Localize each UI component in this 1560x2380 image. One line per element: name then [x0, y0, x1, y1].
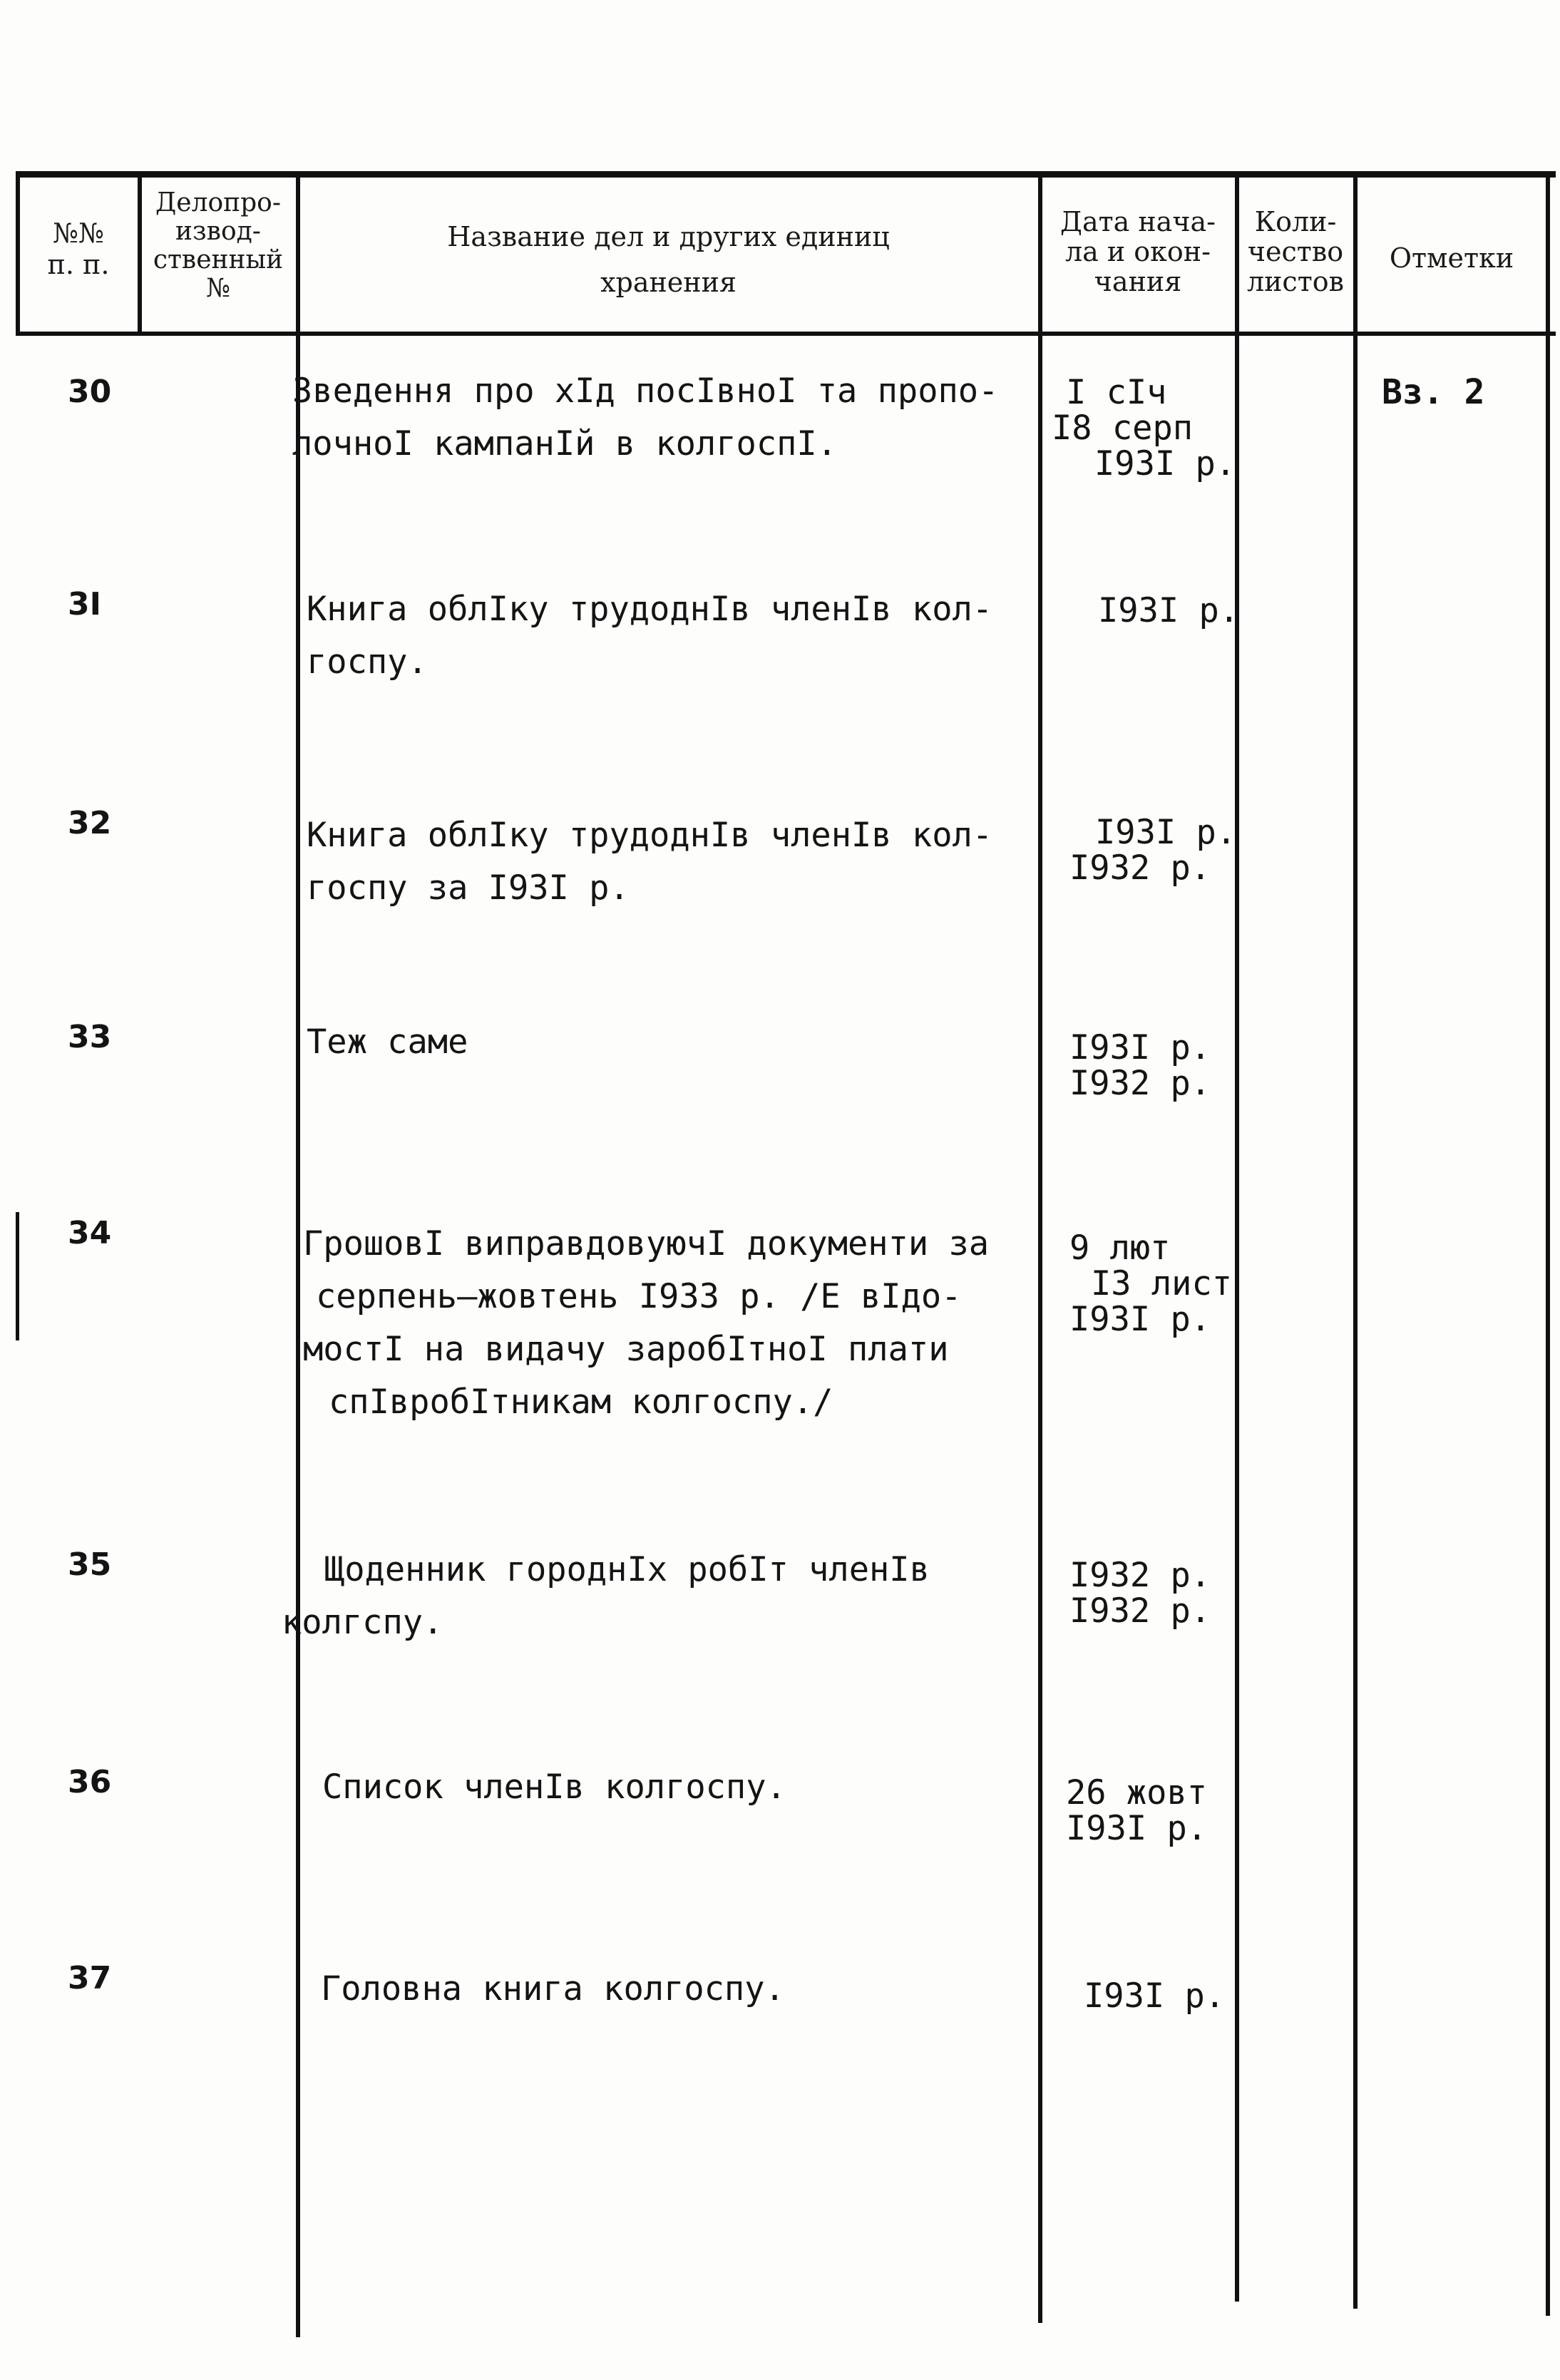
header-number-line: п. п. — [47, 249, 110, 280]
row-date-line: І8 серп — [1052, 409, 1194, 448]
row-title — [292, 365, 998, 471]
row-date — [1069, 1558, 1211, 1629]
row-date — [1084, 1976, 1226, 2016]
row-date — [1069, 1030, 1211, 1102]
row-number: 3І — [68, 586, 101, 622]
row-number: 34 — [68, 1215, 112, 1251]
header-count-line: листов — [1246, 266, 1345, 297]
row-title-line: Список членІв колгоспу. — [322, 1768, 786, 1807]
column-rule — [1235, 177, 1239, 2302]
row-date-line: І932 р. — [1069, 1591, 1211, 1631]
row-number: 32 — [68, 805, 112, 841]
header-date-line: ла и окон- — [1065, 236, 1211, 267]
table-top-rule — [16, 171, 1556, 178]
row-title — [282, 1544, 930, 1649]
row-title — [307, 1016, 468, 1069]
row-date-line: І93І р. — [1098, 591, 1240, 630]
header-number-line: №№ — [53, 217, 104, 249]
row-title — [303, 1218, 989, 1429]
row-date-line: 9 лют — [1069, 1229, 1171, 1268]
row-date-line: І93І р. — [1066, 1809, 1208, 1848]
row-date-line: І93І р. — [1094, 444, 1236, 483]
row-number: 30 — [68, 374, 112, 410]
header-note: Отметки — [1389, 242, 1514, 274]
column-rule — [138, 177, 142, 334]
row-date-line: 26 жовт — [1066, 1773, 1208, 1812]
header-title-line: Название дел и других единиц — [447, 221, 890, 252]
left-edge-rule — [16, 1212, 19, 1340]
row-title-line: госпу. — [307, 642, 428, 682]
header-delopro-line: Делопро- — [155, 188, 281, 217]
header-date-line: Дата нача- — [1060, 206, 1216, 237]
header-number — [21, 217, 135, 280]
row-title-line: госпу за І93І р. — [307, 868, 630, 908]
row-date-line: І932 р. — [1069, 848, 1211, 888]
header-count-line: чество — [1247, 236, 1344, 267]
header-delopro-line: ственный — [153, 245, 284, 275]
row-title-line: Книга облІку трудоднІв членІв кол- — [307, 590, 993, 629]
row-number: 36 — [68, 1764, 112, 1800]
row-number: 35 — [68, 1547, 112, 1583]
row-title-line: Головна книга колгоспу. — [321, 1969, 785, 2009]
row-date-line: І93І р. — [1069, 1028, 1211, 1067]
row-title — [322, 1761, 786, 1814]
header-title — [303, 214, 1034, 305]
row-date-line: І сІч — [1066, 373, 1167, 412]
header-count — [1239, 207, 1352, 297]
row-title-line: Щоденник городнІх робІт членІв — [324, 1550, 930, 1589]
row-title — [307, 583, 992, 689]
header-delopro — [143, 189, 294, 303]
header-date-line: чания — [1094, 266, 1182, 297]
row-date-line: І932 р. — [1069, 1064, 1211, 1103]
row-date — [1069, 1231, 1232, 1338]
header-date — [1042, 207, 1233, 297]
header-title-line: хранения — [600, 267, 737, 298]
column-rule — [16, 177, 20, 334]
row-date-line: І93І р. — [1069, 1300, 1211, 1339]
row-number: 37 — [68, 1960, 112, 1996]
row-title-line: Зведення про хІд посІвноІ та пропо- — [292, 371, 999, 411]
row-title-line: лочноІ кампанІй в колгоспІ. — [292, 424, 838, 463]
column-rule — [1546, 177, 1550, 2316]
row-date — [1066, 1775, 1207, 1847]
row-date-line: І932 р. — [1069, 1556, 1211, 1595]
row-title-line: мостІ на видачу заробІтноІ плати — [303, 1330, 949, 1369]
column-rule — [1038, 177, 1042, 2323]
row-title-line: спІвробІтникам колгоспу./ — [329, 1383, 833, 1422]
header-delopro-line: извод- — [175, 217, 261, 246]
row-date-line: І93І р. — [1084, 1976, 1226, 2016]
row-title-line: серпень–жовтень І933 р. /Е вІдо- — [316, 1277, 962, 1316]
row-note: Вз. 2 — [1382, 372, 1485, 412]
row-date-line: І3 лист — [1091, 1264, 1233, 1303]
row-date — [1098, 593, 1239, 629]
row-date — [1069, 815, 1236, 886]
row-title — [307, 809, 992, 915]
column-rule — [296, 177, 300, 2337]
row-title-line: Книга облІку трудоднІв членІв кол- — [307, 816, 993, 855]
header-bottom-rule — [16, 332, 1556, 336]
header-count-line: Коли- — [1254, 206, 1337, 237]
row-number: 33 — [68, 1019, 112, 1055]
row-title-line: ГрошовІ виправдовуючІ документи за — [303, 1224, 990, 1263]
row-date — [1052, 375, 1236, 482]
row-title — [321, 1963, 785, 2016]
column-rule — [1353, 177, 1358, 2309]
row-title-line: Теж саме — [307, 1022, 468, 1062]
row-date-line: І93І р. — [1095, 813, 1237, 852]
row-title-line: колгспу. — [282, 1603, 443, 1642]
header-delopro-line: № — [205, 274, 231, 303]
